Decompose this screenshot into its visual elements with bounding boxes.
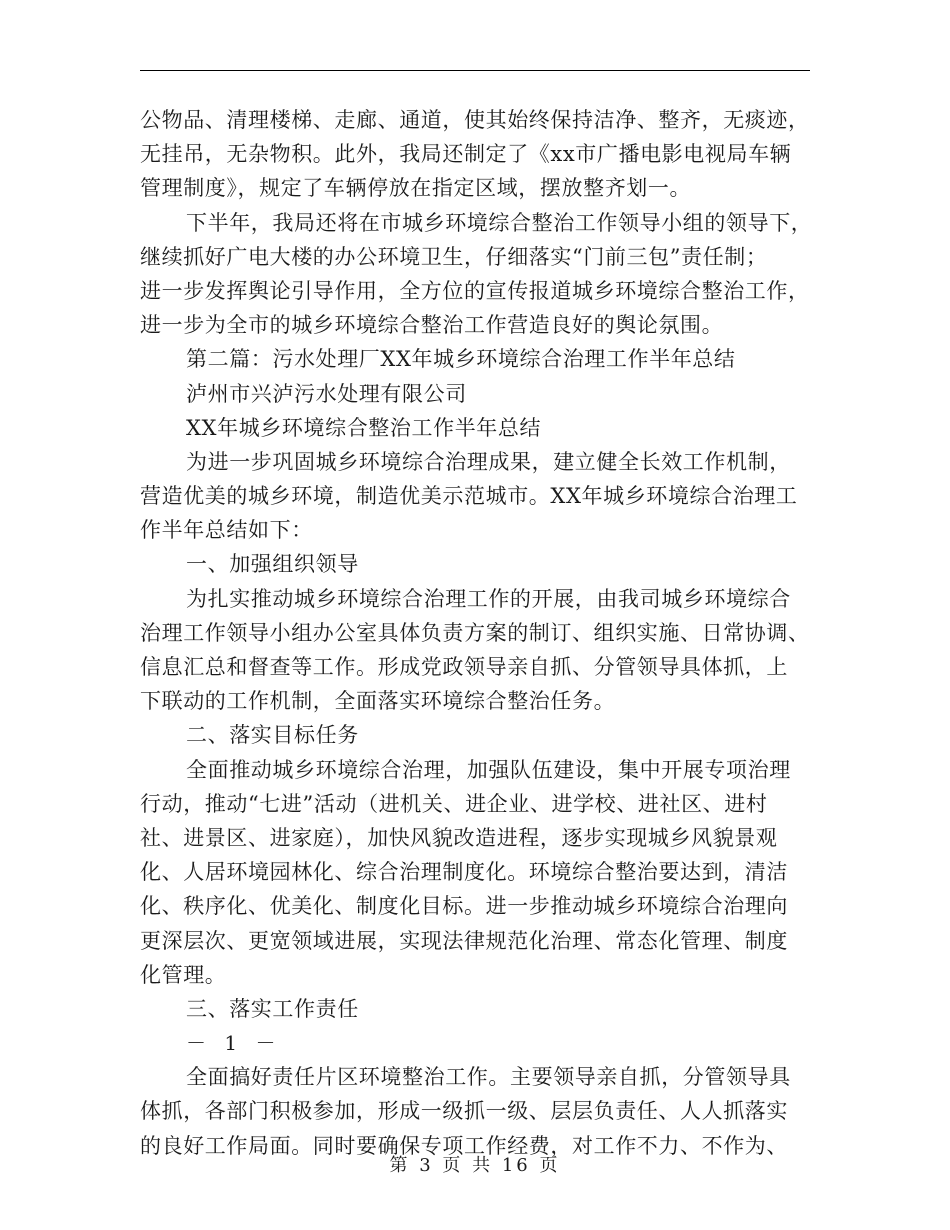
report-title: XX年城乡环境综合整治工作半年总结	[186, 415, 542, 440]
text-line: 作半年总结如下：	[140, 518, 313, 543]
text-line: 更深层次、更宽领域进展，实现法律规范化治理、常态化管理、制度	[140, 928, 788, 953]
text-line: 社、进景区、进家庭），加快风貌改造进程，逐步实现城乡风貌景观	[140, 825, 778, 850]
text-line: 公物品、清理楼梯、走廊、通道，使其始终保持洁净、整齐，无痰迹，	[140, 108, 810, 132]
text-line: 体抓，各部门积极参加，形成一级抓一级、层层负责任、人人抓落实	[140, 1099, 788, 1124]
text-line: 进一步为全市的城乡环境综合整治工作营造良好的舆论氛围。	[140, 313, 724, 338]
subheading: 二、落实目标任务	[186, 723, 359, 748]
inline-page-number: － 1 －	[186, 1031, 282, 1056]
text-line: 化、秩序化、优美化、制度化目标。进一步推动城乡环境综合治理向	[140, 894, 788, 919]
text-line: 为扎实推动城乡环境综合治理工作的开展，由我司城乡环境综合	[186, 586, 791, 611]
subheading: 三、落实工作责任	[186, 996, 359, 1021]
section-heading: 第二篇：污水处理厂XX年城乡环境综合治理工作半年总结	[186, 347, 736, 372]
text-line: 全面搞好责任片区环境整治工作。主要领导亲自抓，分管领导具	[186, 1065, 791, 1090]
text-line: 营造优美的城乡环境，制造优美示范城市。XX年城乡环境综合治理工	[140, 484, 798, 509]
subheading: 一、加强组织领导	[186, 552, 359, 577]
text-line: 化、人居环境园林化、综合治理制度化。环境综合整治要达到，清洁	[140, 860, 788, 885]
text-line: 化管理。	[140, 962, 227, 987]
company-name: 泸州市兴泸污水处理有限公司	[186, 381, 467, 406]
text-line: 行动，推动“七进”活动（进机关、进企业、进学校、进社区、进村	[140, 791, 768, 816]
text-line: 进一步发挥舆论引导作用，全方位的宣传报道城乡环境综合整治工作，	[140, 278, 810, 303]
text-line: 无挂吊，无杂物积。此外，我局还制定了《xx市广播电影电视局车辆	[140, 142, 792, 167]
text-line: 为进一步巩固城乡环境综合治理成果，建立健全长效工作机制，	[186, 449, 791, 474]
page-footer: 第 3 页 共 16 页	[389, 1155, 561, 1176]
header-rule	[140, 70, 810, 71]
text-line: 管理制度》，规定了车辆停放在指定区域，摆放整齐划一。	[140, 176, 692, 201]
text-line: 治理工作领导小组办公室具体负责方案的制订、组织实施、日常协调、	[140, 620, 810, 645]
text-line: 继续抓好广电大楼的办公环境卫生，仔细落实“门前三包”责任制；	[140, 244, 768, 269]
text-line: 信息汇总和督查等工作。形成党政领导亲自抓、分管领导具体抓，上	[140, 655, 788, 679]
text-line: 全面推动城乡环境综合治理，加强队伍建设，集中开展专项治理	[186, 757, 791, 782]
body-text	[140, 103, 812, 1163]
text-line: 的良好工作局面。同时要确保专项工作经费，对工作不力、不作为、	[140, 1133, 788, 1158]
text-line: 下联动的工作机制，全面落实环境综合整治任务。	[140, 689, 616, 714]
text-line: 下半年，我局还将在市城乡环境综合整治工作领导小组的领导下，	[186, 210, 813, 235]
